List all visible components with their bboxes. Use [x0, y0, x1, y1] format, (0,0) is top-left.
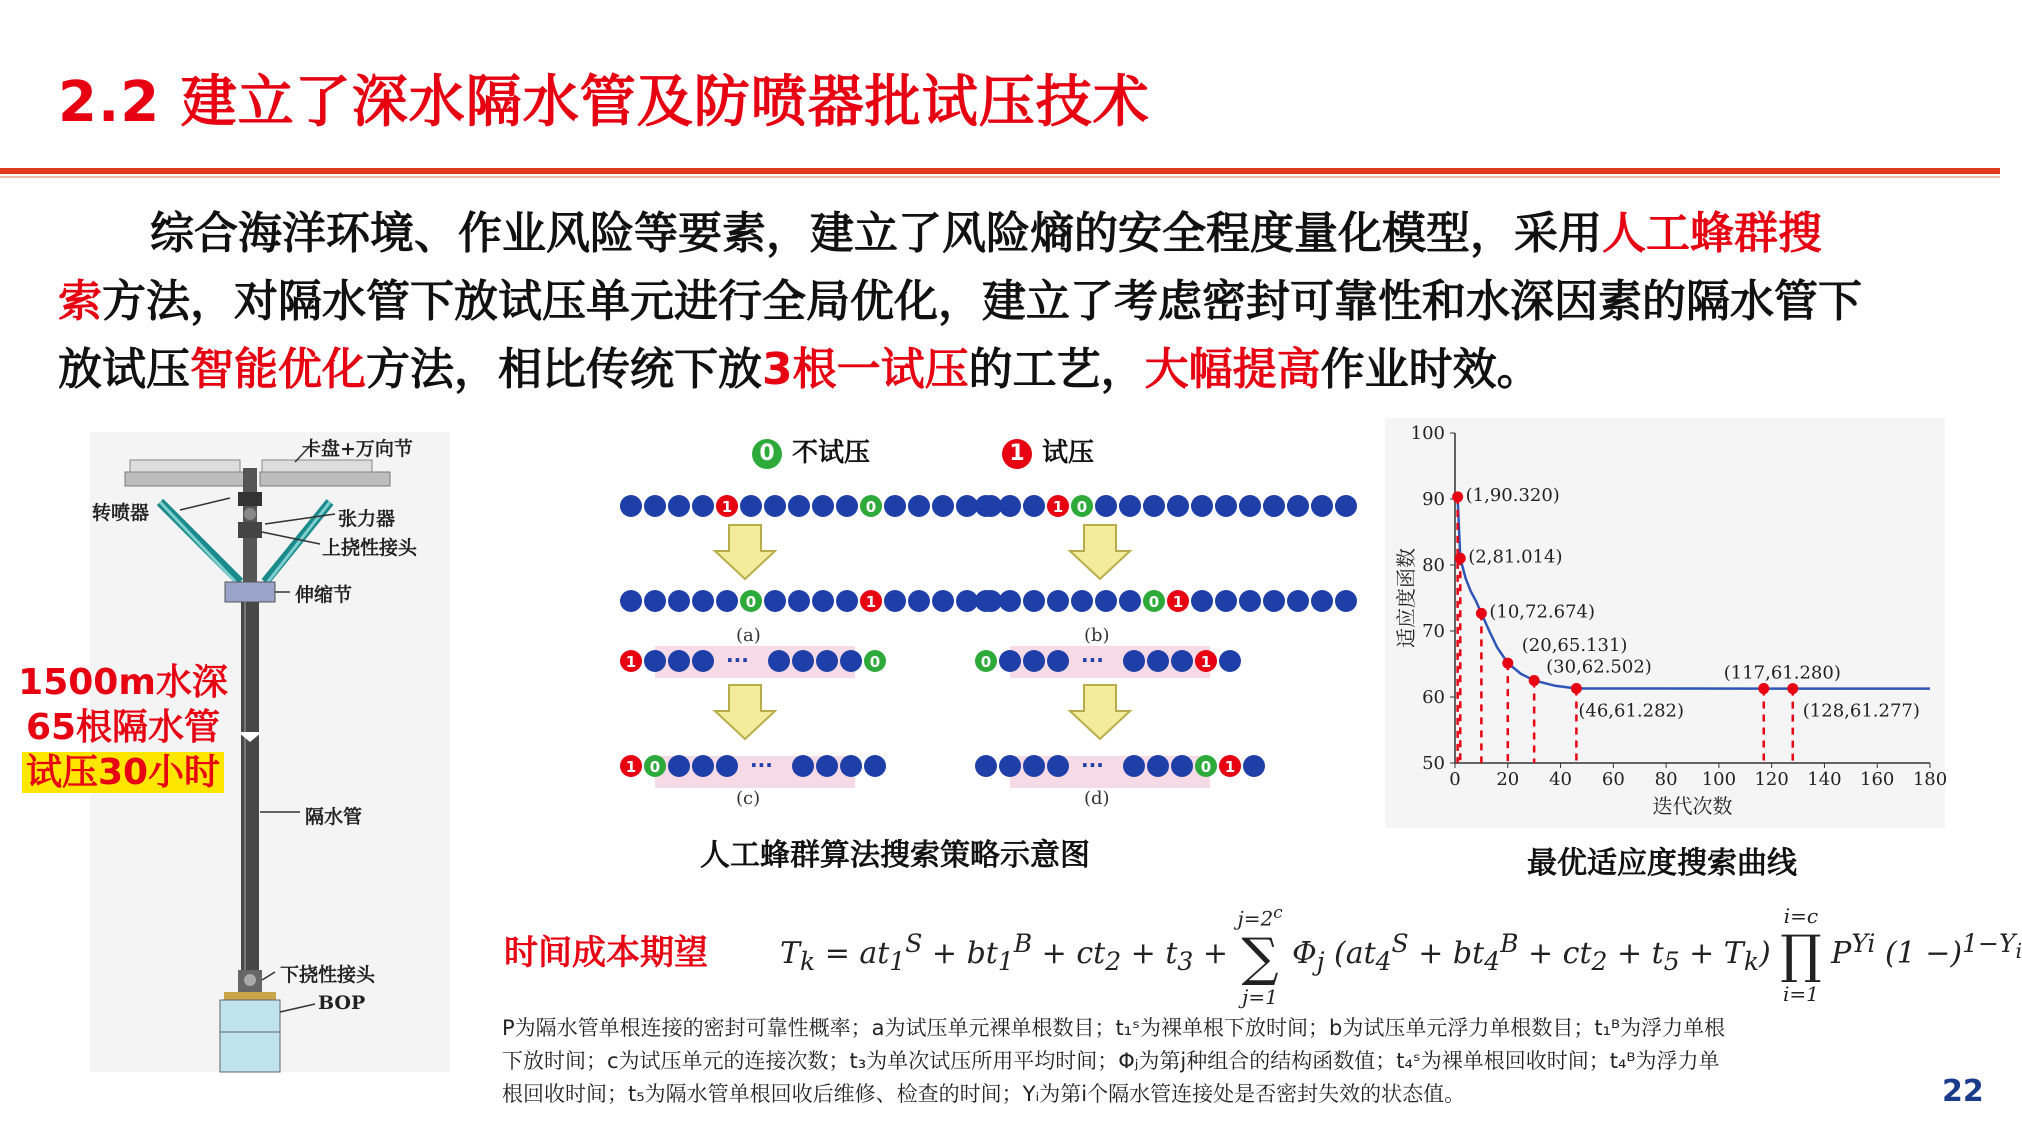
- dot-label: 1: [1200, 653, 1212, 671]
- x-axis-label: 迭代次数: [1652, 794, 1733, 818]
- dot: [768, 650, 790, 672]
- dot: [644, 650, 666, 672]
- dot-label: 1: [1172, 593, 1184, 611]
- ellipsis: ···: [1081, 753, 1104, 777]
- panel-d-label: (d): [1084, 788, 1110, 809]
- x-tick-label: 80: [1654, 769, 1678, 790]
- dot: [1215, 590, 1237, 612]
- dot: [668, 650, 690, 672]
- dot: [692, 495, 714, 517]
- abc-strategy-diagram: [615, 485, 1245, 815]
- intro-line-3: 放试压智能优化方法，相比传统下放3根一试压的工艺，大幅提高作业时效。: [58, 344, 1541, 395]
- dot: [620, 590, 642, 612]
- x-tick-label: 120: [1754, 769, 1789, 790]
- dot: [668, 590, 690, 612]
- dot: [908, 590, 930, 612]
- label-diverter: 转喷器: [92, 502, 150, 524]
- dot-label: 1: [625, 653, 637, 671]
- y-axis-label: 适应度函数: [1394, 548, 1418, 648]
- panel-c-label: (c): [736, 788, 761, 809]
- dot: [956, 495, 978, 517]
- dot: [999, 755, 1021, 777]
- point-label: (117,61.280): [1723, 662, 1841, 684]
- point-label: (20,65.131): [1521, 635, 1628, 657]
- dot-label: 0: [1200, 758, 1212, 776]
- data-point: [1571, 683, 1582, 694]
- title-divider-shadow: [0, 176, 2000, 178]
- dot: [764, 495, 786, 517]
- chart-caption: 最优适应度搜索曲线: [1527, 846, 1797, 881]
- x-tick-label: 160: [1860, 769, 1895, 790]
- data-point: [1476, 608, 1487, 619]
- dot: [1171, 755, 1193, 777]
- data-point: [1787, 683, 1798, 694]
- dot: [692, 590, 714, 612]
- dot: [692, 650, 714, 672]
- dot-label: 0: [865, 498, 877, 516]
- dot: [1191, 590, 1213, 612]
- intro-line-1: 综合海洋环境、作业风险等要素，建立了风险熵的安全程度量化模型，采用人工蜂群搜: [150, 208, 1822, 259]
- down-arrow-icon: [715, 685, 775, 739]
- dot: [1047, 650, 1069, 672]
- x-tick-label: 100: [1701, 769, 1737, 790]
- dot: [999, 495, 1021, 517]
- point-label: (30,62.502): [1546, 656, 1652, 678]
- time-cost-formula: $T_k = at_1^S + bt_1^B + ct_2 + t_3 + j=2^c$ ∑ j=1 $\Phi_j$ $(at_4^S + bt_4^B + ct_2 + t_5 + T_k)$ i=c ∏ i=1 $P^{Yi}$ $(1 -)^{1-Y_i}$: [780, 903, 2022, 1009]
- page-title: 2.2 建立了深水隔水管及防喷器批试压技术: [58, 70, 1150, 135]
- dot: [1335, 495, 1357, 517]
- dot: [620, 495, 642, 517]
- dot: [788, 495, 810, 517]
- dot: [812, 590, 834, 612]
- ellipsis: ···: [750, 753, 773, 777]
- label-tensioner: 张力器: [338, 508, 396, 530]
- abc-caption: 人工蜂群算法搜索策略示意图: [700, 838, 1090, 873]
- dot: [764, 590, 786, 612]
- down-arrow-icon: [1070, 685, 1130, 739]
- dot-label: 0: [869, 653, 881, 671]
- dot-label: 1: [1224, 758, 1236, 776]
- dot: [1311, 590, 1333, 612]
- dot: [1219, 650, 1241, 672]
- dot: [884, 590, 906, 612]
- dot: [932, 590, 954, 612]
- dot: [1335, 590, 1357, 612]
- x-tick-label: 0: [1449, 769, 1461, 790]
- y-tick-label: 50: [1422, 753, 1445, 774]
- dot: [1123, 650, 1145, 672]
- dot: [816, 755, 838, 777]
- label-riser: 隔水管: [305, 806, 363, 828]
- dot: [716, 590, 738, 612]
- dot: [975, 755, 997, 777]
- label-upper-flex-joint: 上挠性接头: [322, 537, 418, 559]
- x-tick-label: 20: [1496, 769, 1520, 790]
- point-label: (2,81.014): [1468, 546, 1563, 568]
- dot: [740, 495, 762, 517]
- dot: [1047, 755, 1069, 777]
- dot: [999, 650, 1021, 672]
- dot-label: 0: [745, 593, 757, 611]
- intro-line-2: 索方法，对隔水管下放试压单元进行全局优化，建立了考虑密封可靠性和水深因素的隔水管下: [58, 276, 1862, 327]
- data-point: [1502, 658, 1513, 669]
- dot-label: 0: [1076, 498, 1088, 516]
- dot: [1287, 590, 1309, 612]
- dot: [1171, 650, 1193, 672]
- dot: [692, 755, 714, 777]
- down-arrow-icon: [715, 525, 775, 579]
- x-tick-label: 180: [1912, 769, 1948, 790]
- dot: [1243, 755, 1265, 777]
- dot: [1287, 495, 1309, 517]
- dot: [1311, 495, 1333, 517]
- dot: [884, 495, 906, 517]
- panel-b-label: (b): [1084, 625, 1110, 646]
- dot: [644, 495, 666, 517]
- dot: [1147, 650, 1169, 672]
- dot: [1239, 590, 1261, 612]
- label-kelly: 卡盘+万向节: [302, 438, 413, 460]
- dot: [840, 650, 862, 672]
- dot: [816, 650, 838, 672]
- dot: [788, 590, 810, 612]
- x-tick-label: 40: [1549, 769, 1573, 790]
- dot-label: 1: [721, 498, 733, 516]
- formula-notes-line-1: P为隔水管单根连接的密封可靠性概率；a为试压单元裸单根数目；t₁ˢ为裸单根下放时间；b为试压单元浮力单根数目；t₁ᴮ为浮力单根: [502, 1016, 1726, 1040]
- dot: [956, 590, 978, 612]
- data-point: [1758, 683, 1769, 694]
- label-lower-flex-joint: 下挠性接头: [280, 964, 376, 986]
- down-arrow-icon: [1070, 525, 1130, 579]
- dot: [908, 495, 930, 517]
- dot: [1147, 755, 1169, 777]
- point-label: (1,90.320): [1465, 484, 1560, 506]
- y-tick-label: 60: [1422, 687, 1445, 708]
- x-tick-label: 140: [1807, 769, 1842, 790]
- green-badge-icon: 0: [752, 439, 782, 469]
- data-point: [1452, 491, 1463, 502]
- dot: [1123, 755, 1145, 777]
- fitness-chart: [1385, 418, 1948, 828]
- title-divider: [0, 168, 2000, 174]
- dot-label: 1: [625, 758, 637, 776]
- dot: [1023, 495, 1045, 517]
- side-text-riser-count: 65根隔水管: [25, 707, 221, 748]
- dot: [668, 755, 690, 777]
- dot: [792, 755, 814, 777]
- formula-notes-line-3: 根回收时间；t₅为隔水管单根回收后维修、检查的时间；Yᵢ为第i个隔水管连接处是否密封失效的状态值。: [502, 1082, 1466, 1106]
- dot: [840, 755, 862, 777]
- dot: [975, 590, 997, 612]
- dot: [1095, 590, 1117, 612]
- dot: [1023, 590, 1045, 612]
- x-tick-label: 60: [1601, 769, 1625, 790]
- point-label: (10,72.674): [1489, 601, 1596, 623]
- panel-a-label: (a): [736, 625, 761, 646]
- label-telescopic-joint: 伸缩节: [295, 584, 353, 606]
- dot: [1119, 590, 1141, 612]
- dot-label: 0: [649, 758, 661, 776]
- label-bop: BOP: [318, 992, 366, 1014]
- red-badge-icon: 1: [1002, 439, 1032, 469]
- legend-no-test: 0 不试压: [752, 432, 870, 469]
- dot: [668, 495, 690, 517]
- point-label: (46,61.282): [1578, 700, 1685, 722]
- dot: [1263, 590, 1285, 612]
- dot: [999, 590, 1021, 612]
- dot: [975, 495, 997, 517]
- ellipsis: ···: [1081, 648, 1104, 672]
- ellipsis: ···: [726, 648, 749, 672]
- dot: [836, 590, 858, 612]
- y-tick-label: 80: [1422, 555, 1445, 576]
- dot-label: 0: [1148, 593, 1160, 611]
- dot: [1167, 495, 1189, 517]
- dot: [836, 495, 858, 517]
- dot: [1047, 590, 1069, 612]
- y-tick-label: 100: [1410, 423, 1445, 444]
- dot: [1263, 495, 1285, 517]
- dot: [644, 590, 666, 612]
- dot: [812, 495, 834, 517]
- dot: [1023, 755, 1045, 777]
- dot: [932, 495, 954, 517]
- dot: [1239, 495, 1261, 517]
- legend-test: 1 试压: [1002, 432, 1094, 469]
- page-number: 22: [1942, 1074, 1984, 1109]
- dot: [1071, 590, 1093, 612]
- dot: [1143, 495, 1165, 517]
- dot-label: 0: [980, 653, 992, 671]
- dot: [716, 755, 738, 777]
- y-tick-label: 90: [1422, 489, 1445, 510]
- dot: [792, 650, 814, 672]
- dot: [1095, 495, 1117, 517]
- dot-label: 1: [1052, 498, 1064, 516]
- formula-notes-line-2: 下放时间；c为试压单元的连接次数；t₃为单次试压所用平均时间；Φⱼ为第j种组合的结构函数值；t₄ˢ为裸单根回收时间；t₄ᴮ为浮力单: [502, 1049, 1720, 1073]
- side-text-depth: 1500m水深: [18, 662, 228, 703]
- dot-label: 1: [865, 593, 877, 611]
- dot: [1119, 495, 1141, 517]
- side-text-test-hours: 试压30小时: [18, 750, 228, 795]
- dot: [1215, 495, 1237, 517]
- data-point: [1455, 553, 1466, 564]
- data-point: [1529, 675, 1540, 686]
- dot: [1191, 495, 1213, 517]
- point-label: (128,61.277): [1802, 700, 1920, 722]
- formula-label: 时间成本期望: [504, 933, 708, 973]
- dot: [864, 755, 886, 777]
- y-tick-label: 70: [1422, 621, 1445, 642]
- dot: [1023, 650, 1045, 672]
